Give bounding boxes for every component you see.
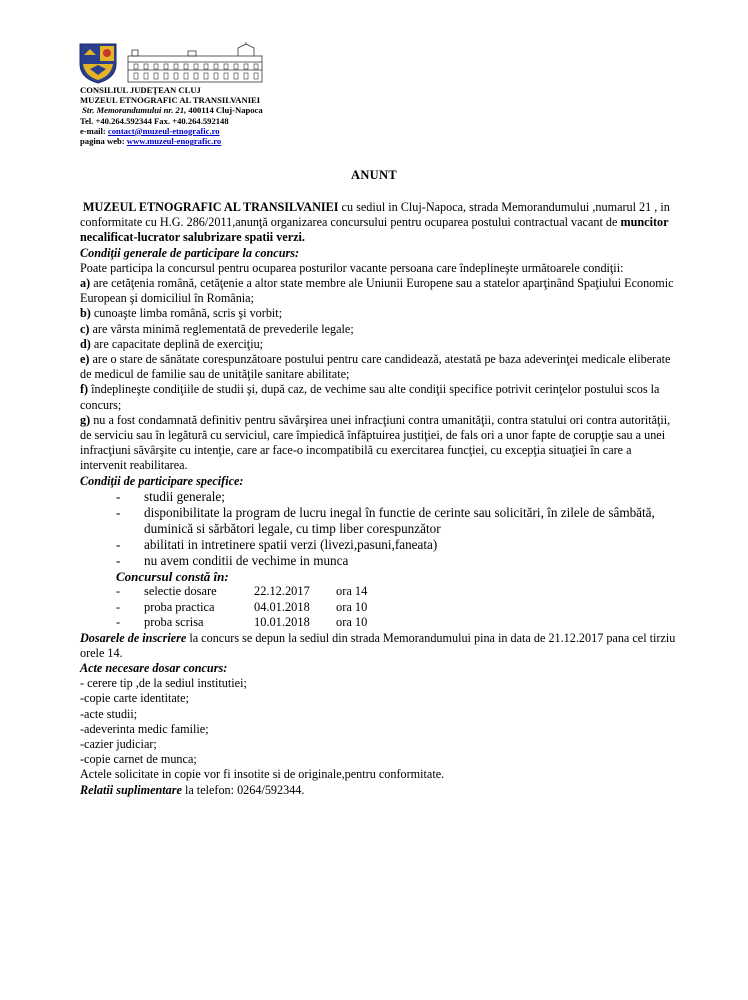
list-item: -adeverinta medic familie; (80, 721, 209, 736)
relatii-paragraph (80, 783, 680, 798)
phone-fax: Tel. +40.264.592344 Fax. +40.264.592148 (80, 115, 229, 126)
general-item-letter: b) (80, 306, 91, 321)
general-item-text: nu a fost condamnată definitiv pentru săvârşirea unei infracţiuni contra umanităţii, contra statului ori contra autorităţii, de serviciu sau în legătură cu serviciul, care împiedică înfăptuirea justiţiei, de fals ori a unor fapte de corupţie sau a unei infracţiuni săvârşite cu intenţie, care ar face-o incompatibilă cu exercitarea funcţiei, cu excepţia situaţiei în care a intervenit reabilitarea. (80, 412, 671, 473)
general-item-letter: a) (80, 276, 91, 291)
announcement-body (80, 200, 680, 798)
list-item: - abilitati in intretinere spatii verzi (livezi,pasuni,faneata) (116, 537, 680, 553)
table-row: - selectie dosare 22.12.2017 ora 14 (116, 584, 368, 599)
general-item-e (80, 352, 680, 382)
specific-heading: Condiţii de participare specifice: (80, 473, 244, 488)
relatii-text: la telefon: 0264/592344. (181, 782, 305, 797)
email-link[interactable]: contact@muzeul-etnografic.ro (107, 125, 220, 136)
list-item: - nu avem conditii de vechime in munca (116, 553, 680, 569)
address-street: Str. Memorandumului nr. 21, (82, 105, 187, 116)
general-item-letter: g) (80, 412, 91, 427)
general-item-text: are capacitate deplină de exerciţiu; (90, 336, 264, 351)
specific-list (80, 489, 680, 569)
list-item: - cerere tip ,de la sediul institutiei; (80, 676, 247, 691)
web-label: pagina web: (80, 136, 127, 147)
email-line (80, 126, 263, 136)
contest-time: ora 14 (336, 584, 368, 599)
general-item-letter: c) (80, 321, 90, 336)
list-item: -acte studii; (80, 706, 138, 721)
general-item-b (80, 306, 680, 321)
dosare-text: la concurs se depun la sediul din strada Memorandumului pina in data de 21.12.2017 pana cel tirziu orele 14. (80, 630, 676, 660)
general-item-c (80, 322, 680, 337)
general-item-text: cunoaşte limba română, scris şi vorbit; (90, 306, 283, 321)
intro-paragraph (80, 200, 680, 246)
logos-graphic (78, 42, 268, 84)
list-item: - studii generale; (116, 489, 680, 505)
list-item: -copie carnet de munca; (80, 752, 197, 767)
intro-museum: MUZEUL ETNOGRAFIC AL TRANSILVANIEI (83, 200, 339, 214)
org-name: CONSILIUL JUDEŢEAN CLUJ (80, 85, 201, 95)
general-item-a (80, 276, 680, 306)
general-item-f (80, 382, 680, 412)
address-city: 400114 Cluj-Napoca (186, 105, 263, 116)
museum-name: MUZEUL ETNOGRAFIC AL TRANSILVANIEI (80, 95, 261, 106)
general-item-text: are o stare de sănătate corespunzătoare postului pentru care candidează, atestată pe baza adeverinţei medicale eliberate de medicul de familie sau de unităţile sanitare abilitate; (80, 352, 671, 382)
county-crest-icon (80, 44, 116, 83)
acte-heading: Acte necesare dosar concurs: (80, 660, 228, 675)
contest-stage: selectie dosare (144, 584, 217, 599)
table-row: - proba practica 04.01.2018 ora 10 (116, 599, 368, 614)
general-item-text: îndeplineşte condiţiile de studii şi, după caz, de vechime sau alte condiţii specifice potrivit cerinţelor postului scos la concurs; (80, 382, 660, 412)
contest-schedule (116, 584, 367, 631)
general-item-g (80, 413, 680, 474)
contest-date: 22.12.2017 (254, 584, 310, 599)
list-item: -cazier judiciar; (80, 736, 157, 751)
general-heading: Condiţii generale de participare la concurs: (80, 245, 300, 260)
contest-time: ora 10 (336, 615, 368, 630)
intro-text: cu sediul in Cluj-Napoca, strada Memorandumului ,numarul 21 , in conformitate cu H.G. 286/2011,anunţă organizarea concursului pentru ocuparea postului contractual vacant de (80, 200, 670, 230)
general-item-letter: f) (80, 382, 89, 397)
contest-date: 10.01.2018 (254, 615, 310, 630)
contest-heading: Concursul constă în: (116, 568, 229, 584)
email-label: e-mail: (80, 125, 108, 136)
table-row: - proba scrisa 10.01.2018 ora 10 (116, 615, 368, 630)
web-link[interactable]: www.muzeul-enografic.ro (126, 136, 222, 147)
general-item-letter: e) (80, 352, 90, 367)
relatii-label: Relatii suplimentare (80, 782, 182, 797)
intro-post: muncitor necalificat-lucrator salubrizare spatii verzi. (80, 215, 669, 245)
contest-time: ora 10 (336, 599, 368, 614)
dosare-paragraph (80, 631, 680, 661)
acte-note: Actele solicitate in copie vor fi insotite si de originale,pentru conformitate. (80, 767, 445, 782)
page-title: ANUNT (351, 168, 397, 182)
web-line (80, 136, 263, 146)
list-item: -copie carte identitate; (80, 691, 189, 706)
list-item: - disponibilitate la program de lucru inegal în functie de cerinte sau solicitări, în zilele de sâmbătă, duminică si sărbători legale, cu timp liber corespunzător (116, 505, 680, 537)
general-item-text: are vârsta minimă reglementată de prevederile legale; (89, 321, 354, 336)
letterhead (80, 85, 263, 146)
contest-stage: proba scrisa (144, 615, 204, 630)
contest-date: 04.01.2018 (254, 599, 310, 614)
address-line (80, 105, 263, 115)
general-item-letter: d) (80, 336, 91, 351)
header-logos (78, 42, 268, 84)
contest-stage: proba practica (144, 599, 215, 614)
dosare-heading: Dosarele de inscriere (80, 630, 187, 645)
general-item-d (80, 337, 680, 352)
museum-building-icon (128, 42, 262, 82)
general-lead: Poate participa la concursul pentru ocuparea posturilor vacante persoana care îndeplineşte următoarele condiţii: (80, 260, 624, 275)
general-item-text: are cetăţenia română, cetăţenie a altor state membre ale Uniunii Europene sau a statelor aparţinând Spaţiului Economic European şi domiciliul în România; (80, 276, 674, 306)
